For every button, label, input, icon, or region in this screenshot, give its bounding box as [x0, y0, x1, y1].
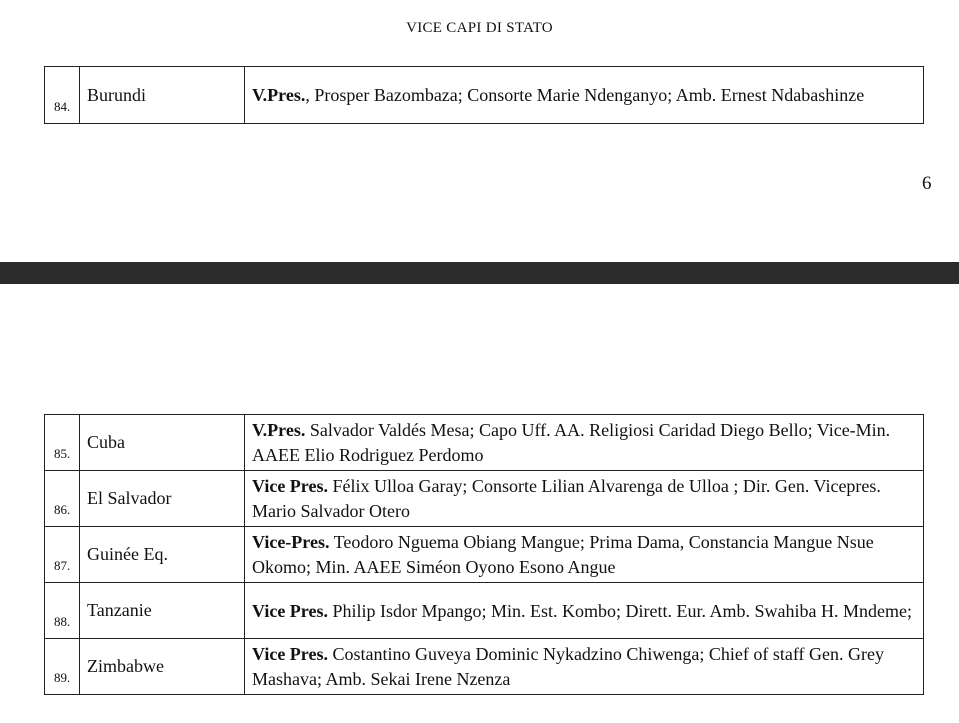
entry-country: El Salvador: [80, 471, 245, 527]
entry-delegation: [245, 639, 924, 695]
entry-title: Vice-Pres.: [252, 532, 330, 552]
entry-members: Philip Isdor Mpango; Min. Est. Kombo; Dirett. Eur. Amb. Swahiba H. Mndeme;: [327, 600, 912, 621]
table-row: [45, 415, 924, 471]
table-row: [45, 639, 924, 695]
entry-number: 89.: [45, 639, 80, 695]
entry-country: Tanzanie: [80, 583, 245, 639]
page-divider-bar: [0, 262, 959, 284]
entry-number: 87.: [45, 527, 80, 583]
entry-title: Vice Pres.: [252, 600, 328, 621]
entry-delegation: [245, 471, 924, 527]
entries-table: [44, 414, 924, 695]
table-row: [45, 527, 924, 583]
entry-number: 85.: [45, 415, 80, 471]
entry-members: , Prosper Bazombaza; Consorte Marie Ndenganyo; Amb. Ernest Ndabashinze: [305, 85, 865, 105]
entry-members: Costantino Guveya Dominic Nykadzino Chiwenga; Chief of staff Gen. Grey Mashava; Amb. Sekai Irene Nzenza: [252, 644, 885, 689]
entry-country: Cuba: [80, 415, 245, 471]
entry-delegation: [245, 415, 924, 471]
page-number: 6: [922, 173, 932, 194]
entry-number: 84.: [45, 67, 80, 124]
entry-members: Félix Ulloa Garay; Consorte Lilian Alvarenga de Ulloa ; Dir. Gen. Vicepres. Mario Salvador Otero: [252, 476, 881, 521]
entry-country: Guinée Eq.: [80, 527, 245, 583]
entry-delegation: [245, 67, 924, 124]
entry-members: Salvador Valdés Mesa; Capo Uff. AA. Religiosi Caridad Diego Bello; Vice-Min. AAEE Elio Rodriguez Perdomo: [252, 420, 891, 465]
entry-country: Zimbabwe: [80, 639, 245, 695]
entries-table-top: [44, 66, 924, 124]
entry-members: Teodoro Nguema Obiang Mangue; Prima Dama, Constancia Mangue Nsue Okomo; Min. AAEE Siméon Oyono Esono Angue: [252, 532, 874, 577]
table-row: [45, 471, 924, 527]
entry-number: 88.: [45, 583, 80, 639]
entry-title: V.Pres.: [252, 420, 306, 440]
entry-delegation: [245, 583, 924, 639]
page-heading: VICE CAPI DI STATO: [406, 20, 553, 36]
table-row: [45, 67, 924, 124]
entry-number: 86.: [45, 471, 80, 527]
entry-title: V.Pres.: [252, 85, 306, 105]
entry-title: Vice Pres.: [252, 476, 328, 496]
table-row: [45, 583, 924, 639]
entry-delegation: [245, 527, 924, 583]
entry-title: Vice Pres.: [252, 644, 328, 664]
entry-country: Burundi: [80, 67, 245, 124]
